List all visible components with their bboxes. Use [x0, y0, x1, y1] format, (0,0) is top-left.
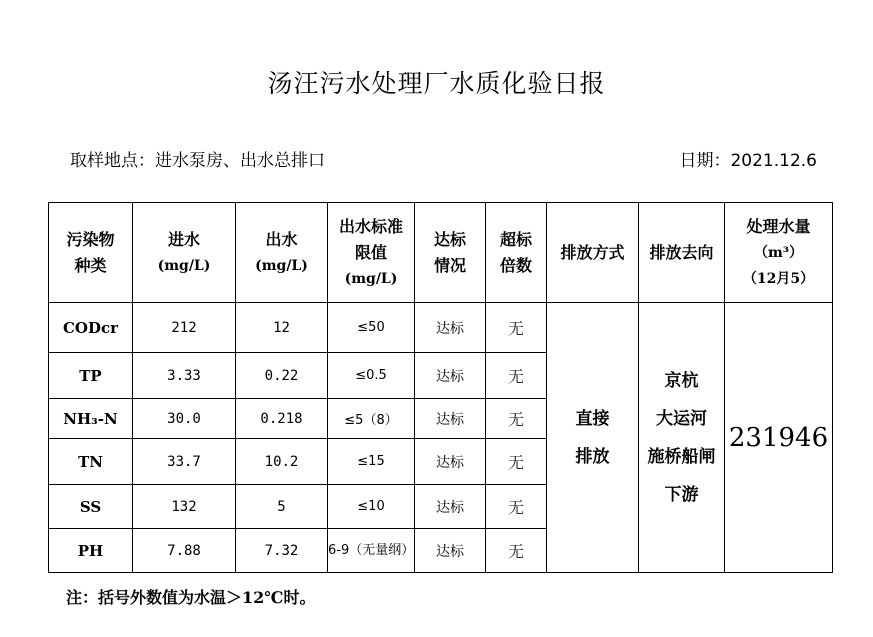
report-title: 汤汪污水处理厂水质化验日报 — [267, 69, 606, 98]
limit-cell: ≤15 — [328, 439, 415, 485]
effluent-cell: 0.22 — [236, 353, 328, 399]
water-quality-table — [48, 202, 833, 573]
effluent-cell: 0.218 — [236, 399, 328, 439]
header-limit: 出水标准 限值 (mg/L) — [328, 203, 415, 303]
discharge-destination-cell: 京杭 大运河 施桥船闸 下游 — [639, 303, 725, 573]
status-cell: 达标 — [415, 439, 486, 485]
limit-cell: ≤50 — [328, 303, 415, 353]
effluent-cell: 12 — [236, 303, 328, 353]
pollutant-cell: SS — [49, 485, 133, 529]
header-volume: 处理水量 （m³） （12月5） — [725, 203, 833, 303]
status-cell: 达标 — [415, 399, 486, 439]
pollutant-cell: NH₃-N — [49, 399, 133, 439]
header-status: 达标 情况 — [415, 203, 486, 303]
exceed-cell: 无 — [486, 439, 547, 485]
status-cell: 达标 — [415, 353, 486, 399]
table-row — [49, 303, 833, 353]
header-row — [49, 203, 833, 303]
limit-cell: ≤5（8） — [328, 399, 415, 439]
exceed-cell: 无 — [486, 303, 547, 353]
treated-volume-cell: 231946 — [725, 303, 833, 573]
pollutant-cell: TN — [49, 439, 133, 485]
influent-cell: 7.88 — [133, 529, 236, 573]
exceed-cell: 无 — [486, 529, 547, 573]
limit-cell: 6-9（无量纲） — [328, 529, 415, 573]
pollutant-cell: PH — [49, 529, 133, 573]
effluent-cell: 5 — [236, 485, 328, 529]
exceed-cell: 无 — [486, 485, 547, 529]
footnote: 注：括号外数值为水温＞12℃时。 — [66, 588, 316, 607]
header-exceed: 超标 倍数 — [486, 203, 547, 303]
limit-cell: ≤0.5 — [328, 353, 415, 399]
effluent-cell: 10.2 — [236, 439, 328, 485]
influent-cell: 132 — [133, 485, 236, 529]
influent-cell: 212 — [133, 303, 236, 353]
influent-cell: 30.0 — [133, 399, 236, 439]
exceed-cell: 无 — [486, 399, 547, 439]
header-destination: 排放去向 — [639, 203, 725, 303]
effluent-cell: 7.32 — [236, 529, 328, 573]
status-cell: 达标 — [415, 303, 486, 353]
limit-cell: ≤10 — [328, 485, 415, 529]
header-pollutant: 污染物 种类 — [49, 203, 133, 303]
header-effluent: 出水 (mg/L) — [236, 203, 328, 303]
report-date: 日期：2021.12.6 — [679, 151, 817, 171]
exceed-cell: 无 — [486, 353, 547, 399]
influent-cell: 3.33 — [133, 353, 236, 399]
status-cell: 达标 — [415, 529, 486, 573]
influent-cell: 33.7 — [133, 439, 236, 485]
pollutant-cell: CODcr — [49, 303, 133, 353]
status-cell: 达标 — [415, 485, 486, 529]
header-influent: 进水 (mg/L) — [133, 203, 236, 303]
pollutant-cell: TP — [49, 353, 133, 399]
header-method: 排放方式 — [547, 203, 639, 303]
discharge-method-cell: 直接 排放 — [547, 303, 639, 573]
sampling-location: 取样地点：进水泵房、出水总排口 — [70, 151, 325, 171]
